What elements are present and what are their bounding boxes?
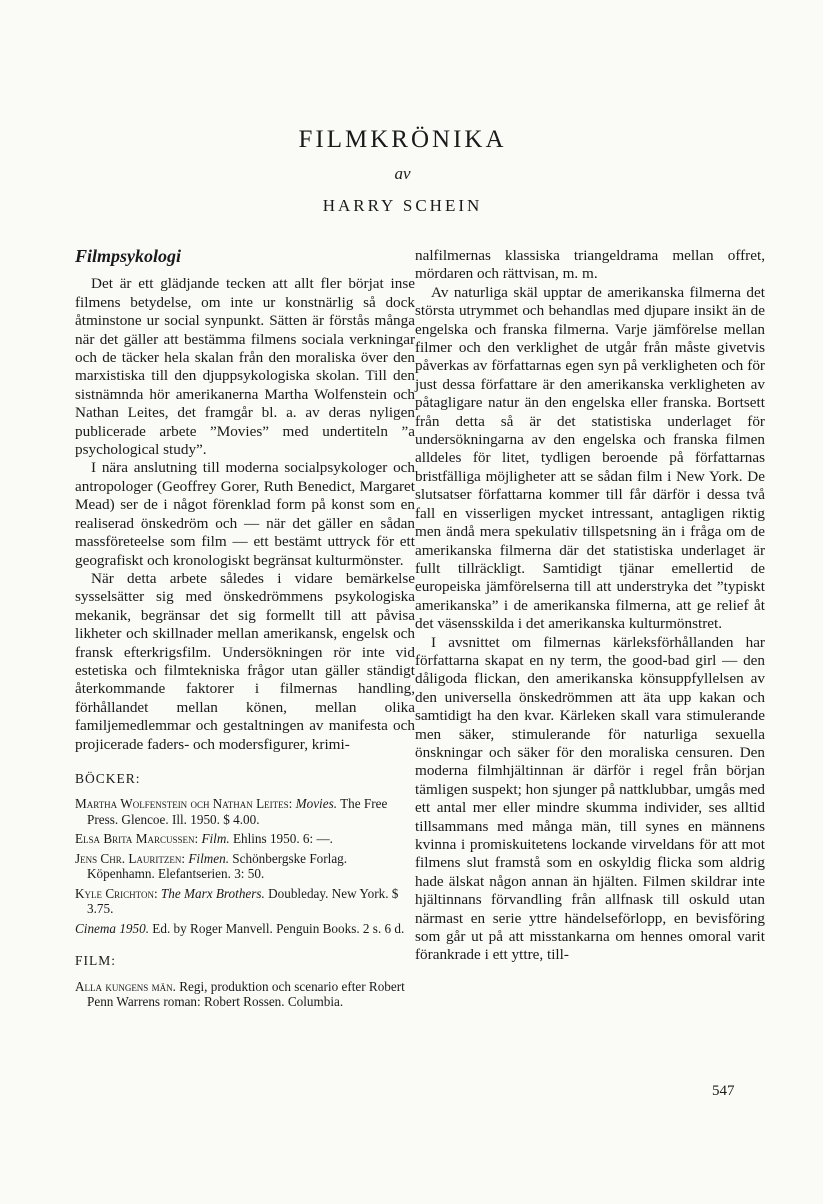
books-heading: BÖCKER: <box>75 770 141 786</box>
book-details: Doubleday. New York. $ 3.75. <box>87 885 399 917</box>
book-title: Movies. <box>295 796 338 812</box>
paragraph: nalfilmernas klassiska triangeldrama mellan offret, mördaren och rättvisan, m. m. <box>415 247 765 283</box>
left-column <box>75 247 415 1014</box>
article-title: FILMKRÖNIKA <box>298 126 507 153</box>
book-author: Jens Chr. Lauritzen: <box>75 850 186 866</box>
byline-av: av <box>394 164 411 183</box>
book-reference <box>75 831 415 847</box>
author-name: HARRY SCHEIN <box>322 196 483 215</box>
book-title: Film. <box>201 831 230 847</box>
book-title: Filmen. <box>188 850 229 866</box>
paragraph: Det är ett glädjande tecken att allt fler börjat inse filmens betydelse, om inte ur konstnärlig så dock åtminstone ur social synpunkt. Sätten är förstås många när det gäller att bestämma filmens sociala verkningar och de täcker hela skalan från den moraliska över den marxistiska till den djuppsykologiska skolan. Till den sistnämnda hör amerikanerna Martha Wolfenstein och Nathan Leites, det framgår bl. a. av deras nyligen publicerade arbete ”Movies” med undertiteln ”a psychological study”. <box>75 275 415 459</box>
paragraph: I nära anslutning till moderna socialpsykologer och antropologer (Geoffrey Gorer, Ruth Benedict, Margaret Mead) ser de i något förenklad form på konst som en realiserad önskedröm och — när det gäller en sådan massföreteelse som film — ett bestämt uttryck för ett geografiskt och kronologiskt begränsat kulturmönster. <box>75 459 415 569</box>
paragraph: När detta arbete således i vidare bemärkelse sysselsätter sig med önskedrömmens psykologiska mekanik, begränsar det sig formellt till att påvisa likheter och skillnader mellan amerikansk, engelsk och fransk efterkrigsfilm. Undersökningen rör inte vid estetiska och filmtekniska frågor utan gäller ständigt återkommande faktorer i filmernas handling, förhållandet mellan könen, mellan olika familjemedlemmar och gestaltningen av manifesta och projicerade faders- och modersfigurer, krimi- <box>75 569 415 753</box>
book-reference <box>75 921 415 937</box>
book-author: Elsa Brita Marcussen: <box>75 831 199 847</box>
page-number: 547 <box>712 1083 735 1099</box>
paragraph: I avsnittet om filmernas kärleksförhållanden har författarna skapat en ny term, the good-bad girl — den dåligoda flickan, den amerikanska könsuppfyllelsen av den universella önskedrömmen att äta upp kakan och samtidigt ha den kvar. Kärleken skall vara stimulerande men säker, stimulerande för naturliga sexuella önskningar och säker för den moraliska censuren. Den moderna filmhjältinnan är därför i regel från början tämligen suspekt; hon sjunger på nattklubbar, umgås med ett antal mer eller mindre skumma individer, ses alltid tillsammans med många män, till synes en männens kvinna i promiskuitetens lockande virveldans för att mot filmens slut framstå som en oskyldig flicka som aldrig hade älskat någon annan än hjälten. Filmen skildrar inte hjältinnans förvandling från allfnask till oskuld utan närmast en serie yttre händelseförlopp, en bevisföring som går ut på att misstankarna om hennes omoral varit förankrade i ett yttre, till- <box>415 633 765 964</box>
film-title: Alla kungens män. <box>75 978 176 994</box>
film-details: Regi, produktion och scenario efter Robert Penn Warrens roman: Robert Rossen. Columbia. <box>87 978 405 1010</box>
section-heading: Filmpsykologi <box>75 246 182 266</box>
book-details: Schönbergske Forlag. Köpenhamn. Elefantserien. 3: 50. <box>87 850 348 882</box>
book-reference <box>75 851 415 882</box>
book-details: The Free Press. Glencoe. Ill. 1950. $ 4.00. <box>87 796 388 827</box>
film-heading: FILM: <box>75 953 117 969</box>
book-author: Martha Wolfenstein och Nathan Leites: <box>75 796 293 812</box>
book-title: Cinema 1950. <box>75 920 149 936</box>
book-reference <box>75 796 415 827</box>
book-details: Ehlins 1950. 6: —. <box>232 831 333 847</box>
right-column <box>415 247 765 965</box>
book-reference <box>75 886 415 917</box>
paragraph: Av naturliga skäl upptar de amerikanska filmerna det största utrymmet och behandlas med djupare insikt än de engelska och franska filmerna. Varje jämförelse mellan filmer och den verklighet de utgår från måste givetvis påverkas av författarnas egen syn på verkligheten och för just dessa författare är den amerikanska verkligheten av påtagligare natur än den engelska eller franska. Bortsett från detta så är det statistiska underlaget för undersökningarna av den engelska och franska filmen alldeles för litet, tydligen beroende på författarnas bristfälliga möjligheter att se sådan film i New York. De slutsatser författarna kommer till får därför i dessa två fall en visserligen mycket intressant, antagligen riktig men ändå mera spekulativ tillspetsning än i fråga om de amerikanska filmerna där det statistiska underlaget är fullt tillräckligt. Samtidigt tjänar emellertid de europeiska jämförelserna till att understryka det ”typiskt amerikanska” i de amerikanska filmerna, att ge relief åt det väsensskilda i det amerikanska kulturmönstret. <box>415 283 765 633</box>
book-author: Kyle Crichton: <box>75 885 158 901</box>
book-title: The Marx Brothers. <box>160 885 265 901</box>
film-reference <box>75 979 415 1010</box>
book-details: Ed. by Roger Manvell. Penguin Books. 2 s. 6 d. <box>152 920 405 936</box>
